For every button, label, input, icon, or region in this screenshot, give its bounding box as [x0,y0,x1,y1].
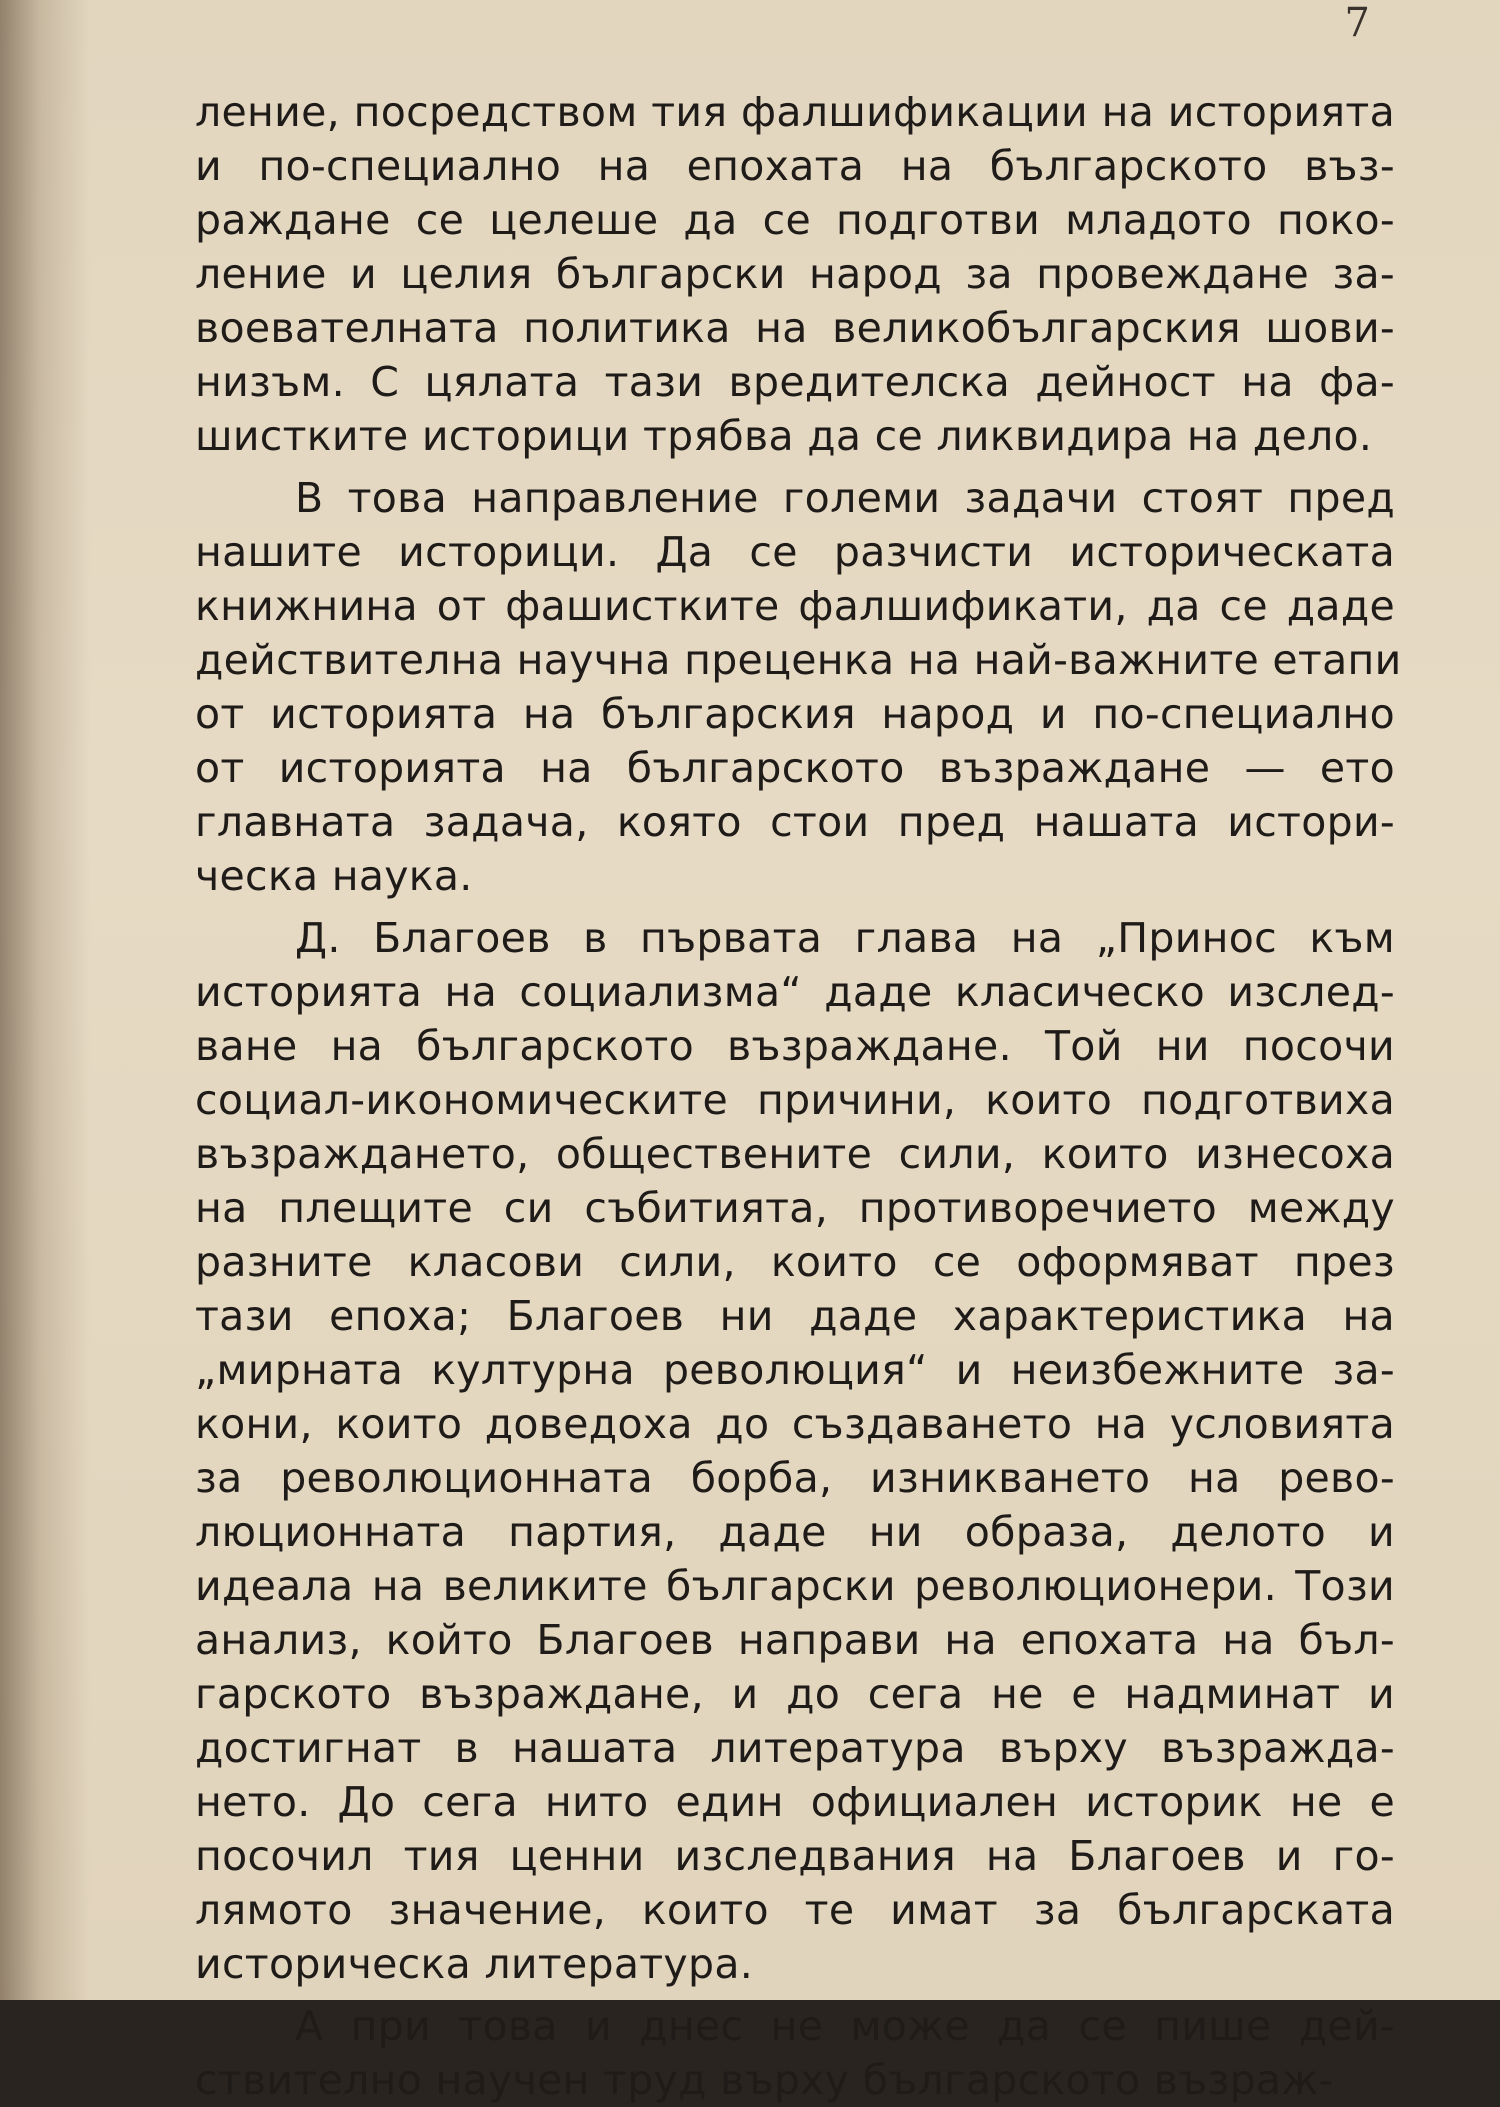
text-line: от историята на българския народ и по-специално [195,690,1395,738]
text-line: нашите историци. Да се разчисти историческата [195,528,1395,576]
text-line: лямото значение, които те имат за българската [195,1886,1395,1934]
text-line: люционната партия, даде ни образа, делото и [195,1508,1395,1556]
text-line: ческа наука. [195,852,473,900]
text-line: В това направление големи задачи стоят пред [295,474,1395,522]
body-text [195,85,1402,2107]
text-line: низъм. С цялата тази вредителска дейност на фа- [195,358,1395,406]
text-line: ствително научен труд върху българското възраж- [195,2056,1334,2104]
text-line: А при това и днес не може да се пише дей- [295,2002,1395,2050]
text-line: шистките историци трябва да се ликвидира на дело. [195,412,1373,460]
text-line: достигнат в нашата литература върху възражда- [195,1724,1395,1772]
text-line: воевателната политика на великобългарския шови- [195,304,1395,352]
text-line: кони, които доведоха до създаването на условията [195,1400,1395,1448]
paragraph-gap [195,463,1395,471]
text-line: Д. Благоев в първата глава на „Принос към [295,914,1395,962]
paragraph-gap [195,1991,1395,1999]
paragraph [195,1999,1395,2107]
text-line: книжнина от фашистките фалшификати, да се даде [195,582,1395,630]
text-line: историята на социализма“ даде класическо изслед- [195,968,1395,1016]
text-line: действителна научна преценка на най-важните етапи [195,636,1402,684]
text-line: главната задача, която стои пред нашата истори- [195,798,1395,846]
text-line: ление и целия български народ за провеждане за- [195,250,1395,298]
text-line: нето. До сега нито един официален историк не е [195,1778,1395,1826]
text-line: гарското възраждане, и до сега не е надминат и [195,1670,1395,1718]
text-line: и по-специално на епохата на българското въз- [195,142,1395,190]
text-line: ване на българското възраждане. Той ни посочи [195,1022,1395,1070]
text-line: идеала на великите български революционери. Този [195,1562,1395,1610]
paragraph-gap [195,903,1395,911]
text-line: ление, посредством тия фалшификации на историята [195,88,1395,136]
page-number: 7 [1344,0,1370,46]
paragraph [195,471,1402,903]
text-line: от историята на българското възраждане — ето [195,744,1395,792]
text-line: раждане се целеше да се подготви младото поко- [195,196,1395,244]
text-line: историческа литература. [195,1940,754,1988]
text-line: „мирната културна революция“ и неизбежните за- [195,1346,1395,1394]
text-line: анализ, който Благоев направи на епохата на бъл- [195,1616,1395,1664]
paragraph [195,911,1395,1991]
text-line: тази епоха; Благоев ни даде характеристика на [195,1292,1395,1340]
page-edge-shadow [0,0,90,2000]
text-line: на плещите си събитията, противоречието между [195,1184,1395,1232]
paragraph [195,85,1395,463]
text-line: възраждането, обществените сили, които изнесоха [195,1130,1395,1178]
text-line: посочил тия ценни изследвания на Благоев и го- [195,1832,1395,1880]
text-line: социал-икономическите причини, които подготвиха [195,1076,1395,1124]
text-line: за революционната борба, изникването на рево- [195,1454,1395,1502]
text-line: разните класови сили, които се оформяват през [195,1238,1395,1286]
